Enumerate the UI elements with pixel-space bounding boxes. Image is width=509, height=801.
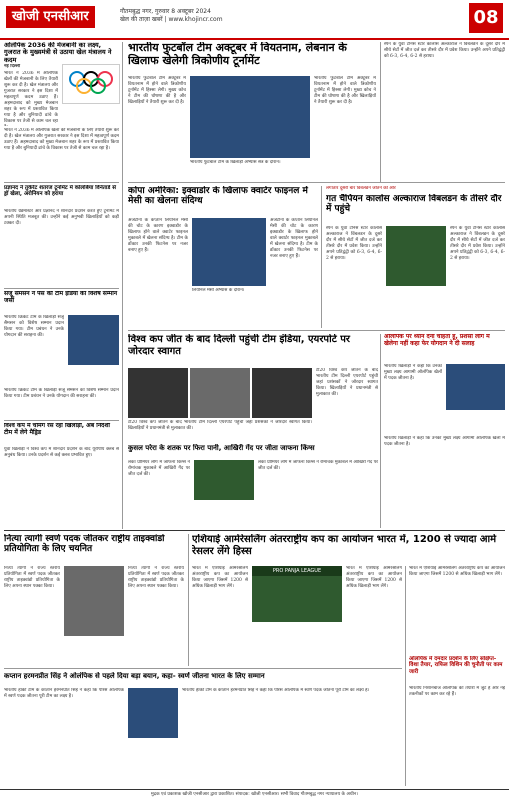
football-headline: भारतीय फुटबॉल टीम अक्टूबर में वियतनाम, लेबनान के खिलाफ खेलेगी त्रिकोणीय टूर्नामेंट bbox=[128, 42, 347, 67]
sub1-headline: प्रज्ञानंद ने तुर्करेट शतरंज टूर्नामेंट में कोलंबिया विनेतार्ड से ड्रॉ खेला, अरोनियन को हराया bbox=[4, 185, 116, 198]
olympic-rings-icon bbox=[63, 65, 119, 103]
worldcup-body-cont: टी20 विश्व कप जीतने के बाद भारतीय टीम दिल्ली एयरपोर्ट पहुंची जहां प्रशंसकों ने जोरदार स्वागत किया। खिलाड़ियों ने प्रधानमंत्री से मुलाकात की। bbox=[316, 368, 378, 397]
armwrestling-headline: एशियाई आर्मरेसलिंग अंतरराष्ट्रीय कप का आयोजन भारत में, 1200 से ज्यादा आर्म रेसलर लेंगे हिस्स bbox=[192, 534, 497, 557]
kopa-body: अर्जेंटीना के कप्तान लियोनल मेसी की चोट के कारण इक्वाडोर के खिलाफ होने वाले क्वार्टर फाइनल मुकाबले में खेलना संदिग्ध है। टीम के डॉक्टर उनकी फिटनेस पर नजर बनाए हुए हैं। bbox=[128, 218, 188, 253]
football-body: भारतीय फुटबॉल टीम अक्टूबर में वियतनाम में होने वाले त्रिकोणीय टूर्नामेंट में हिस्सा लेगी। मुख्य कोच ने टीम की घोषणा की है और खिलाड़ियों ने तैयारी शुरू कर दी है। bbox=[128, 76, 186, 105]
olympic-note-body: भारतीय खिलाड़ी ने कहा कि उनका मुख्य लक्ष्य आगामी ओलंपिक खेलों में पदक जीतना है। bbox=[384, 364, 442, 381]
left-headline: ओलंपिक 2036 की मेजबानी का लक्ष्य, गुजरात के मुख्यमंत्री से उठाया खेल मंत्रालय ने कदम bbox=[4, 42, 112, 64]
divider bbox=[128, 182, 505, 183]
football-body-cont: भारतीय फुटबॉल टीम अक्टूबर में वियतनाम में होने वाले त्रिकोणीय टूर्नामेंट में हिस्सा लेगी। मुख्य कोच ने टीम की घोषणा की है और खिलाड़ियों ने तैयारी शुरू कर दी है। bbox=[314, 76, 376, 105]
dateline bbox=[120, 8, 440, 24]
hockey-photo bbox=[128, 688, 178, 738]
page-number: 08 bbox=[469, 3, 503, 33]
column-rule bbox=[380, 334, 381, 528]
shooting-body: भारतीय निशानेबाज ओलंपिक की तैयारी में जुटे हैं और नई तकनीकों पर काम कर रहे हैं। bbox=[409, 686, 505, 697]
sub3-body: युवा खिलाड़ी ने विश्व कप में शानदार प्रदर्शन के बाद यूरोपीय क्लब से अनुबंध किया। उनके प्रदर्शन से कई क्लब प्रभावित हुए। bbox=[4, 447, 119, 458]
alcaraz-kicker: लगातार दूसरी बार विंबलडन जीतने की ओर bbox=[326, 186, 396, 191]
column-rule bbox=[405, 566, 406, 786]
worldcup-photo-2 bbox=[190, 368, 250, 418]
dateline-sub: खेल की ताज़ा खबरें | www.khojincr.com bbox=[120, 16, 223, 23]
kusal-body-cont: लंका प्रीमियर लीग में जाफना किंग्स ने रोमांचक मुकाबले में आखिरी गेंद पर जीत दर्ज की। bbox=[258, 460, 378, 471]
sanju-jersey-photo bbox=[68, 315, 119, 365]
armwrestling-body-right: भारत में एशियाई आर्मरेसलिंग अंतरराष्ट्रीय कप का आयोजन किया जाएगा जिसमें 1200 से अधिक खिलाड़ी भाग लेंगे। bbox=[409, 566, 505, 577]
brand-logo: खोजी एनसीआर bbox=[6, 6, 95, 28]
alcaraz-headline: गत चैंपियन कार्लोस अल्काराज विंबलडन के तीसरे दौर में पहुंचे bbox=[326, 194, 502, 215]
armwrestling-banner: PRO PANJA LEAGUE bbox=[252, 566, 342, 576]
worldcup-body: टी20 विश्व कप जीतने के बाद भारतीय टीम दिल्ली एयरपोर्ट पहुंची जहां प्रशंसकों ने जोरदार स्वागत किया। खिलाड़ियों ने प्रधानमंत्री से मुलाकात की। bbox=[128, 420, 312, 431]
olympic-rings-image bbox=[62, 64, 120, 104]
column-rule bbox=[321, 186, 322, 328]
worldcup-headline: विश्व कप जीत के बाद दिल्ली पहुंची टीम इंडिया, एयरपोर्ट पर जोरदार स्वागत bbox=[128, 334, 350, 357]
dateline-main: गौतमबुद्ध नगर, गुरुवार 8 अक्टूबर 2024 bbox=[120, 8, 211, 15]
football-caption: भारतीय फुटबॉल टीम के खिलाड़ी अभ्यास सत्र के दौरान। bbox=[190, 160, 281, 165]
divider bbox=[4, 668, 402, 669]
divider bbox=[4, 530, 505, 531]
olympic-note-body-cont: भारतीय खिलाड़ी ने कहा कि उनका मुख्य लक्ष्य आगामी ओलंपिक खेलों में पदक जीतना है। bbox=[384, 436, 505, 447]
sub2-headline: संजू सैमसन ने पेस की टीम इंडिया की विशेष सम्मान जर्सी bbox=[4, 291, 118, 304]
column-rule bbox=[380, 42, 381, 182]
harmanpreet-headline: कप्तान हरमनप्रीत सिंह ने ओलंपिक से पहले दिया बड़ा बयान, कहा- स्वर्ण जीतना भारत के लिए सम्मान bbox=[4, 672, 265, 680]
left-body-cont: भारत ने 2036 में ओलंपिक खेलों की मेजबानी के लिए तैयारी शुरू कर दी है। खेल मंत्रालय और गुजरात सरकार ने इस दिशा में महत्वपूर्ण कदम उठाए हैं। अहमदाबाद को मुख्य मेजबान शहर के रूप में प्रस्तावित किया गया है और बुनियादी ढांचे के विकास पर तेजी से काम चल रहा है। bbox=[4, 128, 119, 151]
sub1-body: भारतीय ग्रैंडमास्टर आर प्रज्ञानंद ने शानदार प्रदर्शन करते हुए टूर्नामेंट में अपनी स्थिति मजबूत की। उन्होंने कई अनुभवी खिलाड़ियों को कड़ी टक्कर दी। bbox=[4, 209, 119, 226]
taekwondo-headline: नित्या त्यागी स्वर्ण पदक जीतकर राष्ट्रीय ताइक्वांडो प्रतियोगिता के लिए चयनित bbox=[4, 534, 165, 555]
kopa-caption: लियोनल मेसी अभ्यास के दौरान। bbox=[192, 288, 245, 293]
alcaraz-body: स्पेन के युवा टेनिस स्टार कार्लोस अल्काराज ने विंबलडन के दूसरे दौर में सीधे सेटों में जीत दर्ज कर तीसरे दौर में प्रवेश किया। उन्होंने अपने प्रतिद्वंद्वी को 6-3, 6-4, 6-2 से हराया। bbox=[326, 226, 382, 261]
shooting-headline: ओलंपिक में दमदार प्रदर्शन के लिए संक्षिप्त-विशा तैयार, राफिल विशिन की चुनौती पर काम जारी bbox=[409, 656, 503, 675]
messi-photo bbox=[192, 218, 266, 286]
taekwondo-body: नित्या त्यागी ने राज्य स्तरीय प्रतियोगिता में स्वर्ण पदक जीतकर राष्ट्रीय ताइक्वांडो प्रतियोगिता के लिए अपना स्थान पक्का किया। bbox=[4, 566, 60, 589]
divider bbox=[4, 182, 119, 183]
worldcup-photo-1 bbox=[128, 368, 188, 418]
divider bbox=[4, 288, 119, 289]
taekwondo-photo bbox=[64, 566, 124, 636]
sub2-body-cont: भारतीय क्रिकेट टीम के खिलाड़ी संजू सैमसन को विशेष सम्मान प्रदान किया गया। टीम प्रबंधन ने उनके योगदान की सराहना की। bbox=[4, 388, 119, 399]
imprint-footer: मुद्रक एवं प्रकाशक खोजी एनसीआर द्वारा प्रकाशित। संपादक: खोजी एनसीआर। सभी विवाद गौतमबुद्ध नगर न्यायालय के अधीन। bbox=[0, 789, 509, 801]
taekwondo-body-cont: नित्या त्यागी ने राज्य स्तरीय प्रतियोगिता में स्वर्ण पदक जीतकर राष्ट्रीय ताइक्वांडो प्रतियोगिता के लिए अपना स्थान पक्का किया। bbox=[128, 566, 184, 589]
kopa-headline: कोपा अमेरिका: इक्वाडोर के खिलाफ क्वार्टर फाइनल में मेसी का खेलना संदिग्ध bbox=[128, 186, 308, 207]
armwrestling-body-cont: भारत में एशियाई आर्मरेसलिंग अंतरराष्ट्रीय कप का आयोजन किया जाएगा जिसमें 1200 से अधिक खिलाड़ी भाग लेंगे। bbox=[346, 566, 402, 589]
left-body: भारत ने 2036 में ओलंपिक खेलों की मेजबानी के लिए तैयारी शुरू कर दी है। खेल मंत्रालय और गुजरात सरकार ने इस दिशा में महत्वपूर्ण कदम उठाए हैं। अहमदाबाद को मुख्य मेजबान शहर के रूप में प्रस्तावित किया गया है और बुनियादी ढांचे के विकास पर तेजी से काम चल रहा bbox=[4, 71, 58, 124]
divider bbox=[4, 420, 119, 421]
kusal-body: लंका प्रीमियर लीग में जाफना किंग्स ने रोमांचक मुकाबले में आखिरी गेंद पर जीत दर्ज की। bbox=[128, 460, 190, 477]
sub2-body: भारतीय क्रिकेट टीम के खिलाड़ी संजू सैमसन को विशेष सम्मान प्रदान किया गया। टीम प्रबंधन ने उनके योगदान की सराहना की। bbox=[4, 315, 64, 338]
divider bbox=[128, 330, 505, 331]
left-dateline: नई दिल्ली bbox=[4, 64, 21, 69]
armwrestling-body: भारत में एशियाई आर्मरेसलिंग अंतरराष्ट्रीय कप का आयोजन किया जाएगा जिसमें 1200 से अधिक खिलाड़ी भाग लेंगे। bbox=[192, 566, 248, 589]
alcaraz-photo bbox=[386, 226, 446, 286]
olympic-note-headline: ओलंपिक पर ध्यान देना चाहता हूँ, प्रशंसा लीग में खेलेगा नहीं कहा फेर योगदान ने दी सलाह bbox=[384, 334, 490, 347]
jaffna-photo bbox=[194, 460, 254, 500]
football-team-photo bbox=[190, 76, 310, 158]
column-rule bbox=[188, 534, 189, 666]
worldcup-photo-3 bbox=[252, 368, 312, 418]
alcaraz-body-cont: स्पेन के युवा टेनिस स्टार कार्लोस अल्काराज ने विंबलडन के दूसरे दौर में सीधे सेटों में जीत दर्ज कर तीसरे दौर में प्रवेश किया। उन्होंने अपने प्रतिद्वंद्वी को 6-3, 6-4, 6-2 से हराया। bbox=[450, 226, 505, 261]
harmanpreet-body: भारतीय हॉकी टीम के कप्तान हरमनप्रीत सिंह ने कहा कि पेरिस ओलंपिक में स्वर्ण पदक जीतना पूरी टीम का लक्ष्य है। bbox=[4, 688, 124, 699]
armwrestling-photo bbox=[252, 566, 342, 622]
right-top-body: स्पेन के युवा टेनिस स्टार कार्लोस अल्काराज ने विंबलडन के दूसरे दौर में सीधे सेटों में जीत दर्ज कर तीसरे दौर में प्रवेश किया। उन्होंने अपने प्रतिद्वंद्वी को 6-3, 6-4, 6-2 से हराया। bbox=[384, 42, 505, 59]
column-rule bbox=[122, 42, 123, 529]
sub3-headline: विश्व कप में चमिंग रस रहा खिलाड़ी, अब निदेशी टीम में लेगे मैड्रिड bbox=[4, 423, 110, 436]
harmanpreet-body-cont: भारतीय हॉकी टीम के कप्तान हरमनप्रीत सिंह ने कहा कि पेरिस ओलंपिक में स्वर्ण पदक जीतना पूरी टीम का लक्ष्य है। bbox=[182, 688, 370, 693]
kopa-body-cont: अर्जेंटीना के कप्तान लियोनल मेसी की चोट के कारण इक्वाडोर के खिलाफ होने वाले क्वार्टर फाइनल मुकाबले में खेलना संदिग्ध है। टीम के डॉक्टर उनकी फिटनेस पर नजर बनाए हुए हैं। bbox=[270, 218, 318, 259]
kusal-headline: कुसल परेरा के शतक पर फिरा पानी, आखिरी गेंद पर जीता जाफना किंग्स bbox=[128, 444, 315, 452]
olympic-note-photo bbox=[446, 364, 505, 410]
